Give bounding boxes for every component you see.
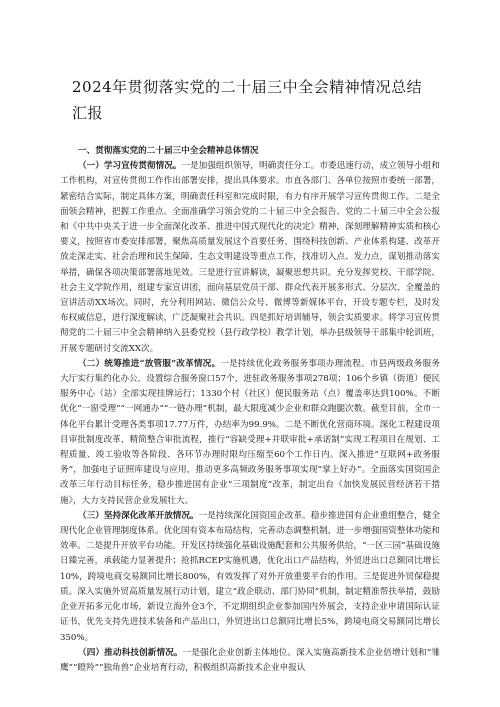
section-heading-1: 一、贯彻落实党的二十届三中全会精神总体情况 [78,146,259,156]
paragraph-lead: （四）推动科技创新情况。 [78,647,183,658]
paragraph-lead: （三）坚持深化改革开放情况。 [78,510,199,521]
paragraph-lead: （二）统筹推进“放管服”改革情况。 [78,358,221,369]
paragraph-reform-opening [60,509,440,646]
paragraph-fangguanfu-reform [60,357,440,509]
paragraph-lead: （一）学习宣传贯彻情况。 [78,161,182,172]
document-title: 2024年贯彻落实党的二十届三中全会精神情况总结汇报 [72,78,423,122]
paragraph-body: 一是强化企业创新主体地位。深入实施高新技术企业倍增计划和“雏鹰”“瞪羚”“独角兽”企业培育行动，积极组织高新技术企业申报认 [60,647,440,673]
paragraph-tech-innovation [60,646,440,676]
paragraph-body: 一是加强组织领导，明确责任分工。市委迅速行动，成立领导小组和工作机构，对宣传贯彻工作作出部署安排，提出具体要求。市直各部门、各单位按照市委统一部署，紧密结合实际，制定具体方案，明确责任科室和完成时限，有力有序开展学习宣传贯彻工作。二是全面领会精神，把握工作重点。全面准确学习领会党的二十届三中全会报告、党的二十届三中全会公报和《中共中央关于进一步全面深化改革、推进中国式现代化的决定》精神，深刻理解精神实质和核心要义，按照省市委安排部署，聚焦高质量发展这个首要任务，围绕科技创新、产业体系构建、改革开放走深走实、社会治理和民生保障、生态文明建设等重点工作，找准切入点、发力点，谋划推动落实举措，确保各项决策部署落地见效。三是进行宣讲解读，凝聚思想共识。充分发挥党校、干部学院、社会主义学院作用，组建专家宣讲团，面向基层党员干部、群众代表开展多形式、分层次、全覆盖的宣讲活动XX场次。同时，充分利用网站、微信公众号、微博等新媒体平台，开设专题专栏，及时发布权威信息，进行深度解读，广泛凝聚社会共识。四是抓好培训辅导，领会实质要求。将学习宣传贯彻党的二十届三中全会精神纳入县委党校（县行政学校）教学计划，举办县级领导干部集中轮训班，开展专题研讨交流XX次。 [60,161,440,354]
paragraph-study-publicity [60,159,440,357]
paragraph-body: 一是持续优化政务服务事项办理流程。市县两级政务服务大厅实行集约化办公，设置综合服务窗口57个，进驻政务服务事项278项；106个乡镇（街道）便民服务中心（站）全部实现挂牌运行；1330个村（社区）便民服务站（点）覆盖率达到100%。不断优化“一窗受理”“一网通办”“一链办理”机制，最大限度减少企业和群众跑腿次数。截至目前，全市一体化平台累计受理各类事项17.77万件，办结率为99.9%。二是不断优化营商环境。深化工程建设项目审批制度改革，精简整合审批流程，推行“容缺受理+并联审批+承诺制”实现工程项目在规划、工程质量、竣工验收等各阶段、各环节办理时限均压缩至60个工作日内。深入推进“互联网+政务服务”，加强电子证照库建设与应用，推动更多高频政务服务事项实现“掌上好办”。全面落实国资国企改革三年行动目标任务，稳步推进国有企业“三项制度”改革，制定出台《加快发展民营经济若干措施》，大力支持民营企业发展壮大。 [60,358,440,506]
paragraph-body: 一是持续深化国资国企改革。稳步推进国有企业重组整合，健全现代化企业管理制度体系。优化国有资本布局结构，完善动态调整机制，进一步增强国资整体功能和效率。二是提升开放平台功能。开发区持续强化基础设施配套和公共服务供给，“一区三园”基础设施日臻完善，承载能力显著提升；抢抓RCEP实施机遇，优化出口产品结构，外贸进出口总额同比增长10%，跨境电商交易额同比增长800%，有效发挥了对外开放重要平台的作用。三是促进外贸保稳提质。深入实施外贸高质量发展行动计划，建立“政企联动、部门协同”机制，制定精准帮扶举措，鼓励企业开拓多元化市场，新设立海外仓3个，不定期组织企业参加国内外展会，支持企业申请国际认证证书，优先支持先进技术装备和产品出口，外贸进出口总额同比增长5%，跨境电商交易额同比增长350%。 [60,510,440,643]
title-spacer [60,126,440,144]
